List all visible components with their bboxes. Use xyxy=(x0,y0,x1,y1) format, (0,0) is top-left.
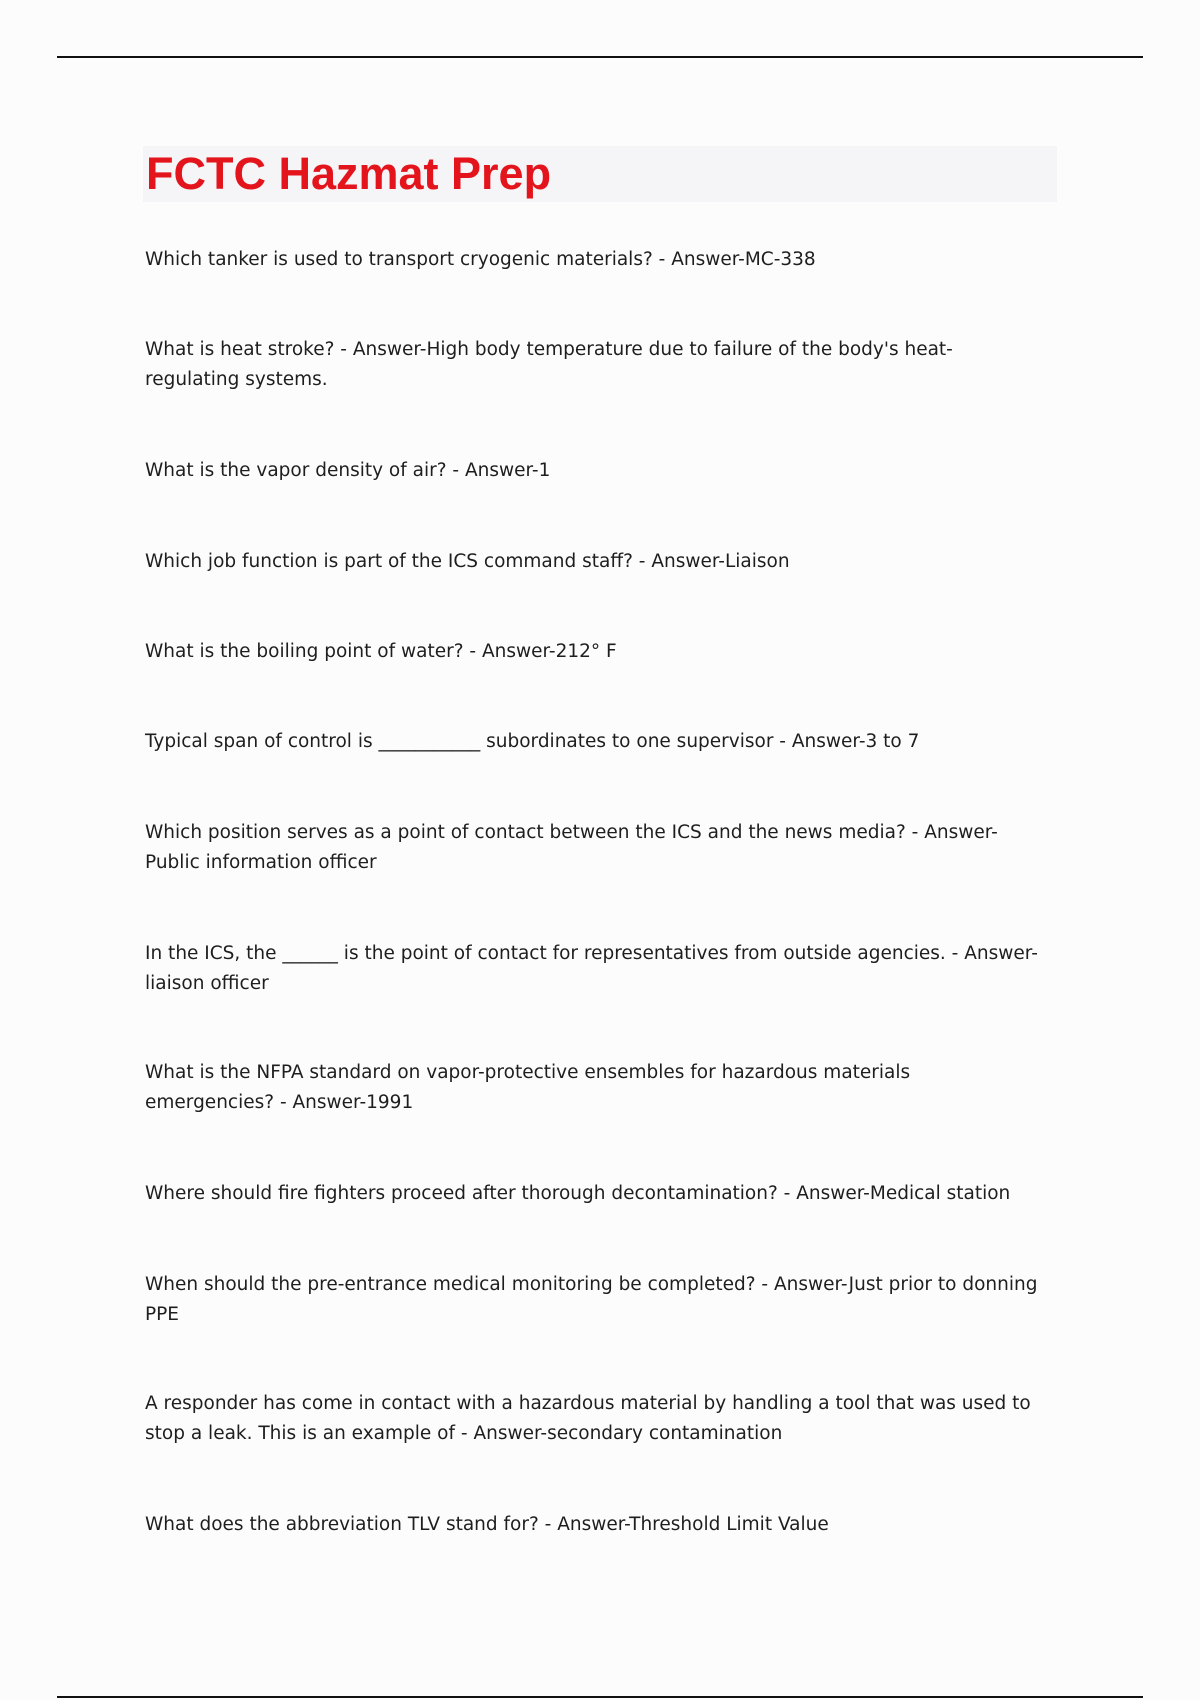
qa-item: Typical span of control is ___________ subordinates to one supervisor - Answer-3 to 7 xyxy=(145,731,920,752)
qa-item: When should the pre-entrance medical monitoring be completed? - Answer-Just prior to donning PPE xyxy=(145,1274,1038,1325)
qa-item: In the ICS, the ______ is the point of contact for representatives from outside agencies. - Answer-liaison officer xyxy=(145,943,1038,994)
qa-item: Where should fire fighters proceed after thorough decontamination? - Answer-Medical station xyxy=(145,1183,1011,1204)
qa-item: What is the NFPA standard on vapor-protective ensembles for hazardous materials emergencies? - Answer-1991 xyxy=(145,1062,911,1113)
qa-item: What does the abbreviation TLV stand for? - Answer-Threshold Limit Value xyxy=(145,1514,829,1535)
qa-item: Which position serves as a point of contact between the ICS and the news media? - Answer-Public information officer xyxy=(145,822,998,873)
qa-item: What is the boiling point of water? - Answer-212° F xyxy=(145,641,617,662)
qa-item: A responder has come in contact with a hazardous material by handling a tool that was used to stop a leak. This is an example of - Answer-secondary contamination xyxy=(145,1393,1031,1444)
qa-item: Which tanker is used to transport cryogenic materials? - Answer-MC-338 xyxy=(145,249,816,270)
qa-item: What is the vapor density of air? - Answer-1 xyxy=(145,460,551,481)
page-title: FCTC Hazmat Prep xyxy=(146,148,552,199)
qa-item: Which job function is part of the ICS command staff? - Answer-Liaison xyxy=(145,551,790,572)
header-rule xyxy=(57,56,1143,58)
qa-item: What is heat stroke? - Answer-High body temperature due to failure of the body's heat-regulating systems. xyxy=(145,339,953,390)
footer-rule xyxy=(57,1696,1143,1698)
